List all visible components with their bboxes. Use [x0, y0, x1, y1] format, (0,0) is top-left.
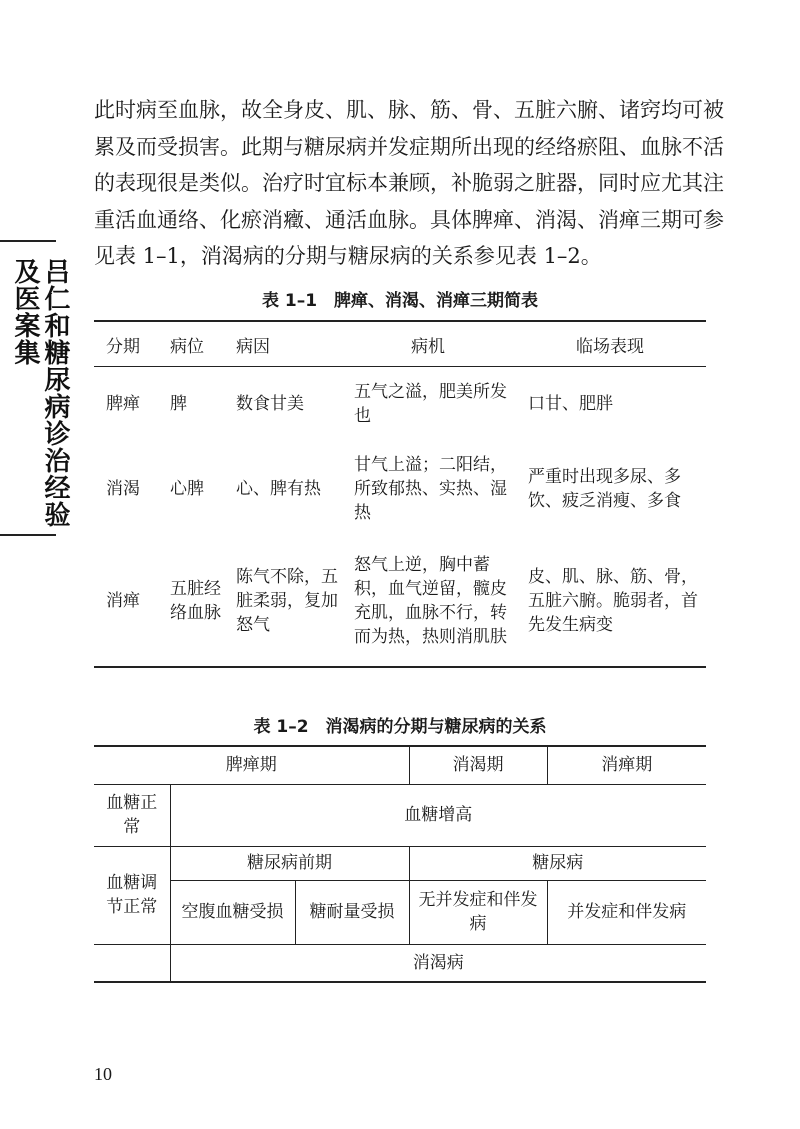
table2-empty-cell [94, 944, 170, 982]
table2-ifg: 空腹血糖受损 [170, 880, 295, 944]
side-book-title: 吕仁和糖尿病诊治经验及医案集 [10, 258, 70, 528]
table-cell: 数食甘美 [236, 393, 304, 414]
table2-with-complication: 并发症和伴发病 [547, 880, 706, 944]
table2-bottom-value: 消渴病 [170, 944, 706, 982]
table-cell: 皮、肌、脉、筋、骨，五脏六腑。脆弱者，首先发生病变 [514, 537, 706, 667]
table2-igt: 糖耐量受损 [295, 880, 409, 944]
table2-no-complication: 无并发症和伴发病 [409, 880, 547, 944]
table-cell: 消渴 [106, 478, 140, 499]
table-cell: 五脏经络血脉 [158, 537, 224, 667]
table1-three-stages [94, 320, 706, 668]
table-cell: 甘气上溢；二阳结，所致郁热、实热、湿热 [354, 454, 507, 523]
table-cell: 五气之溢，肥美所发也 [354, 381, 507, 426]
table-row [94, 746, 706, 784]
table2-diabetes: 糖尿病 [409, 846, 706, 880]
table1-header-location: 病位 [158, 321, 224, 367]
table-cell: 心、脾有热 [236, 478, 321, 499]
body-paragraph: 此时病至血脉，故全身皮、肌、脉、筋、骨、五脏六腑、诸窍均可被累及而受损害。此期与糖尿病并发症期所出现的经络瘀阻、血脉不活的表现很是类似。治疗时宜标本兼顾，补脆弱之脏器，同时应尤其注重活血通络、化瘀消癥、通活血脉。具体脾瘅、消渴、消瘅三期可参见表 1–1，消渴病的分期与糖尿病的关系参见表 1–2。 [94, 98, 724, 268]
table2-regulation-label: 血糖调节正常 [94, 846, 170, 944]
table-cell: 消瘅 [94, 537, 158, 667]
table2-prediabetes: 糖尿病前期 [170, 846, 409, 880]
table-cell: 脾 [170, 393, 187, 414]
table-cell: 脾瘅 [106, 393, 140, 414]
table2-stage-xiaoke: 消渴期 [409, 746, 547, 784]
table-row [94, 441, 706, 537]
table-row [94, 784, 706, 846]
table1-header-row [94, 321, 706, 367]
table-cell: 心脾 [170, 478, 204, 499]
table2-normal-label: 血糖正常 [94, 784, 170, 846]
table2-stage-relation [94, 745, 706, 983]
table1-header-mechanism: 病机 [342, 321, 514, 367]
table1-header-clinical: 临场表现 [514, 321, 706, 367]
table2-caption: 表 1–2 消渴病的分期与糖尿病的关系 [253, 717, 547, 737]
table2-stage-piddan: 脾瘅期 [94, 746, 409, 784]
table2-stage-xiaodan: 消瘅期 [547, 746, 706, 784]
table-row [94, 846, 706, 880]
table-cell: 严重时出现多尿、多饮、疲乏消瘦、多食 [528, 466, 681, 511]
table-row [94, 944, 706, 982]
table-row [94, 367, 706, 441]
page-number: 10 [94, 1064, 112, 1084]
table2-normal-value: 血糖增高 [170, 784, 706, 846]
table-cell: 怒气上逆，胸中蓄积，血气逆留，髋皮充肌，血脉不行，转而为热，热则消肌肤 [342, 537, 514, 667]
table1-header-stage: 分期 [94, 321, 158, 367]
table1-header-cause: 病因 [224, 321, 342, 367]
table-row [94, 537, 706, 667]
table-row [94, 880, 706, 944]
side-chapter-tab [0, 240, 70, 536]
table-cell: 陈气不除，五脏柔弱，复加怒气 [224, 537, 342, 667]
table1-caption: 表 1–1 脾瘅、消渴、消瘅三期简表 [261, 291, 539, 311]
table-cell: 口甘、肥胖 [528, 393, 613, 414]
